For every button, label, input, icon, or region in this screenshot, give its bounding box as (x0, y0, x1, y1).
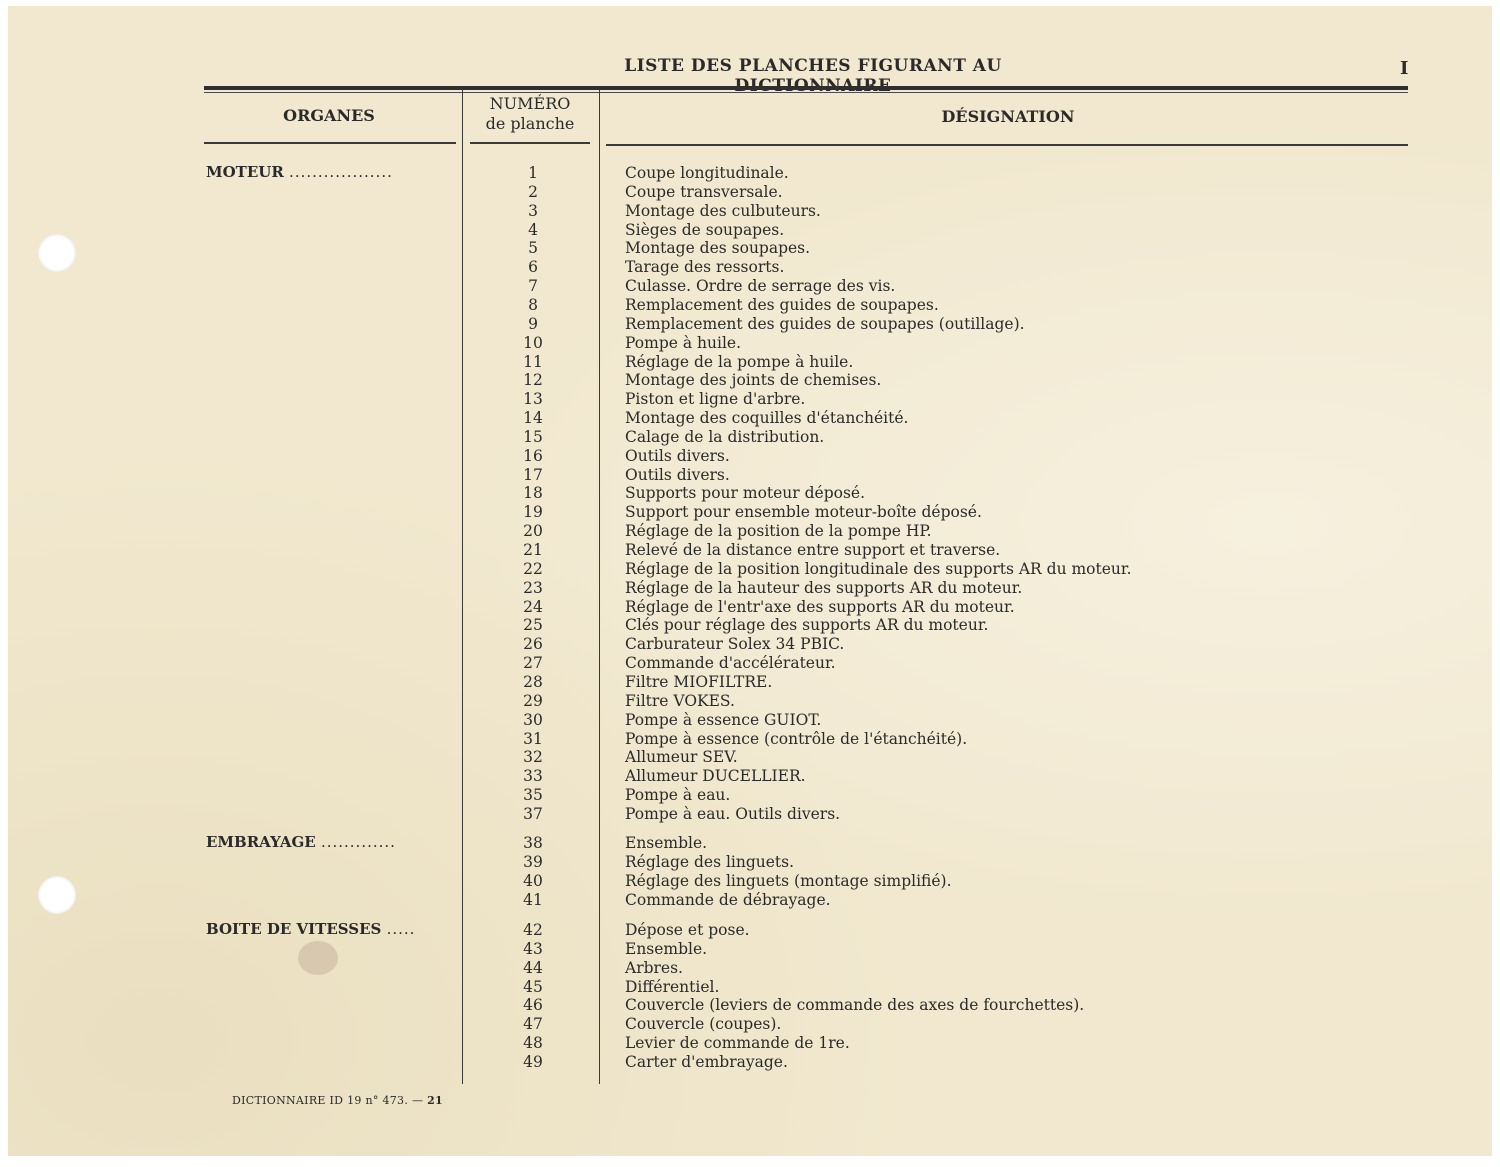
planche-designation: Coupe longitudinale. (625, 164, 789, 182)
header-underline-organes (204, 142, 456, 144)
table-row (478, 805, 1378, 824)
table-row (478, 560, 1378, 579)
planche-designation: Remplacement des guides de soupapes (outillage). (625, 314, 1025, 333)
planche-designation: Allumeur SEV. (625, 748, 738, 767)
planche-designation: Montage des coquilles d'étanchéité. (625, 409, 909, 428)
table-row (478, 598, 1378, 617)
footer-reference (232, 1094, 443, 1107)
table-row (478, 616, 1378, 635)
table-row (478, 978, 1378, 997)
table-row (478, 1015, 1378, 1034)
planche-designation: Couvercle (leviers de commande des axes de fourchettes). (625, 996, 1085, 1015)
planche-number: 8 (528, 295, 538, 314)
table-row (478, 748, 1378, 767)
planche-designation: Arbres. (625, 958, 683, 977)
planche-designation: Réglage de la pompe à huile. (625, 352, 854, 371)
table-row (478, 522, 1378, 541)
table-row (478, 673, 1378, 692)
column-divider-left (462, 90, 463, 1084)
table-row (478, 428, 1378, 447)
table-row (478, 940, 1378, 959)
organ-name: BOITE DE VITESSES (206, 920, 382, 938)
planche-number: 6 (528, 258, 538, 277)
planche-number: 11 (523, 352, 543, 371)
organ-label (206, 163, 458, 181)
planche-number: 3 (528, 201, 538, 220)
planche-number: 2 (528, 182, 538, 201)
planche-number: 33 (523, 767, 543, 786)
table-row (478, 730, 1378, 749)
column-header-organes: ORGANES (283, 106, 375, 125)
planche-number: 9 (528, 314, 538, 333)
planche-designation: Calage de la distribution. (625, 427, 825, 446)
table-row (478, 786, 1378, 805)
header-rule-thin (204, 92, 1408, 93)
planche-number: 20 (523, 522, 543, 541)
table-row (478, 921, 1378, 940)
table-row (478, 239, 1378, 258)
planche-designation: Commande de débrayage. (625, 890, 831, 909)
planche-designation: Ensemble. (625, 834, 708, 852)
planche-designation: Montage des joints de chemises. (625, 371, 882, 390)
planche-number: 38 (523, 834, 543, 852)
planche-number: 23 (523, 578, 543, 597)
leader-dots: ............. (320, 833, 396, 851)
planche-number: 42 (523, 921, 543, 939)
leader-dots: .................. (289, 163, 393, 181)
column-header-numero-line1: NUMÉRO (489, 94, 571, 113)
table-row (478, 692, 1378, 711)
planche-number: 13 (523, 390, 543, 409)
planche-designation: Commande d'accélérateur. (625, 654, 836, 673)
planche-number: 19 (523, 503, 543, 522)
planche-number: 39 (523, 852, 543, 871)
planche-designation: Réglage de la position longitudinale des supports AR du moteur. (625, 559, 1132, 578)
table-row (478, 834, 1378, 853)
table-row (478, 334, 1378, 353)
page-title: LISTE DES PLANCHES FIGURANT AU (624, 56, 1002, 76)
planche-number: 5 (528, 239, 538, 258)
planche-designation: Pompe à eau. Outils divers. (625, 804, 841, 823)
table-row (478, 371, 1378, 390)
planche-number: 26 (523, 635, 543, 654)
planche-number: 14 (523, 409, 543, 428)
planche-designation: Filtre VOKES. (625, 691, 735, 710)
table-row (478, 183, 1378, 202)
planche-number: 49 (523, 1052, 543, 1071)
table-row (478, 1034, 1378, 1053)
planche-designation: Relevé de la distance entre support et traverse. (625, 541, 1001, 559)
table-row (478, 996, 1378, 1015)
stain (298, 941, 338, 975)
planche-designation: Outils divers. (625, 446, 730, 465)
planche-designation: Couvercle (coupes). (625, 1015, 782, 1034)
table-row (478, 353, 1378, 372)
planche-designation: Levier de commande de 1re. (625, 1034, 850, 1053)
planche-number: 48 (523, 1034, 543, 1053)
planche-designation: Réglage de la hauteur des supports AR du moteur. (625, 578, 1023, 597)
table-row (478, 277, 1378, 296)
organ-name: EMBRAYAGE (206, 833, 316, 851)
column-header-numero-line2: de planche (485, 114, 575, 133)
planche-designation: Réglage de la position de la pompe HP. (625, 522, 932, 541)
planche-designation: Réglage des linguets. (625, 852, 795, 871)
table-row (478, 891, 1378, 910)
planche-designation: Carter d'embrayage. (625, 1052, 788, 1071)
planche-number: 21 (523, 541, 543, 559)
header-underline-numero (470, 142, 590, 144)
planche-designation: Culasse. Ordre de serrage des vis. (625, 277, 896, 296)
table-row (478, 635, 1378, 654)
planche-number: 4 (528, 220, 538, 239)
planche-number: 27 (523, 654, 543, 673)
table-row (478, 654, 1378, 673)
planche-designation: Allumeur DUCELLIER. (625, 767, 806, 786)
planche-number: 10 (523, 333, 543, 352)
planche-designation: Réglage des linguets (montage simplifié). (625, 871, 952, 890)
planche-number: 43 (523, 939, 543, 958)
planche-number: 24 (523, 597, 543, 616)
planche-number: 37 (523, 804, 543, 823)
planche-number: 45 (523, 977, 543, 996)
footer-page: 21 (427, 1094, 443, 1107)
table-row (478, 767, 1378, 786)
planche-designation: Remplacement des guides de soupapes. (625, 295, 939, 314)
column-header-designation: DÉSIGNATION (941, 107, 1075, 126)
table-row (478, 258, 1378, 277)
planche-number: 17 (523, 465, 543, 484)
table-row (478, 503, 1378, 522)
document-page (8, 6, 1492, 1156)
planche-number: 18 (523, 484, 543, 503)
planche-designation: Montage des culbuteurs. (625, 201, 821, 220)
planche-designation: Support pour ensemble moteur-boîte déposé. (625, 503, 982, 522)
planche-designation: Clés pour réglage des supports AR du moteur. (625, 616, 989, 635)
planche-designation: Tarage des ressorts. (625, 258, 785, 277)
table-row (478, 959, 1378, 978)
planche-number: 46 (523, 996, 543, 1015)
planche-number: 41 (523, 890, 543, 909)
planche-designation: Dépose et pose. (625, 921, 750, 939)
table-row (478, 484, 1378, 503)
organ-label (206, 920, 458, 938)
planche-number: 7 (528, 277, 538, 296)
planche-number: 47 (523, 1015, 543, 1034)
planche-number: 30 (523, 710, 543, 729)
planche-number: 29 (523, 691, 543, 710)
table-row (478, 296, 1378, 315)
table-row (478, 1053, 1378, 1072)
planche-number: 32 (523, 748, 543, 767)
planche-designation: Piston et ligne d'arbre. (625, 390, 806, 409)
planche-designation: Carburateur Solex 34 PBIC. (625, 635, 845, 654)
table-row (478, 447, 1378, 466)
planche-number: 44 (523, 958, 543, 977)
planche-number: 16 (523, 446, 543, 465)
planche-designation: Outils divers. (625, 465, 730, 484)
table-row (478, 872, 1378, 891)
planche-designation: Supports pour moteur déposé. (625, 484, 866, 503)
table-row (478, 390, 1378, 409)
table-row (478, 541, 1378, 560)
planche-designation: Réglage de l'entr'axe des supports AR du moteur. (625, 597, 1015, 616)
planche-designation: Pompe à eau. (625, 786, 731, 805)
table-row (478, 853, 1378, 872)
planche-number: 25 (523, 616, 543, 635)
table-row (478, 315, 1378, 334)
leader-dots: ..... (386, 920, 416, 938)
planche-designation: Pompe à essence GUIOT. (625, 710, 822, 729)
punch-hole-bottom (38, 876, 76, 914)
column-header-numero (463, 94, 597, 134)
organ-label (206, 833, 458, 851)
table-row (478, 579, 1378, 598)
planche-designation: Pompe à huile. (625, 333, 742, 352)
planche-designation: Pompe à essence (contrôle de l'étanchéité). (625, 729, 968, 748)
table-row (478, 711, 1378, 730)
planche-number: 40 (523, 871, 543, 890)
table-row (478, 409, 1378, 428)
planche-number: 22 (523, 559, 543, 578)
header-rule-thick (204, 86, 1408, 90)
punch-hole-top (38, 234, 76, 272)
footer-text: DICTIONNAIRE ID 19 n° 473. — (232, 1094, 428, 1107)
planche-number: 1 (528, 164, 538, 182)
table-row (478, 164, 1378, 183)
organ-name: MOTEUR (206, 163, 284, 181)
planche-designation: Sièges de soupapes. (625, 220, 785, 239)
table-row (478, 466, 1378, 485)
planche-number: 12 (523, 371, 543, 390)
planche-designation: Coupe transversale. (625, 182, 783, 201)
table-row (478, 221, 1378, 240)
planche-designation: Filtre MIOFILTRE. (625, 672, 773, 691)
planche-designation: Ensemble. (625, 939, 708, 958)
table-row (478, 202, 1378, 221)
planche-number: 35 (523, 786, 543, 805)
planche-designation: Différentiel. (625, 977, 720, 996)
planche-number: 15 (523, 427, 543, 446)
planche-designation: Montage des soupapes. (625, 239, 811, 258)
page-number: I (1400, 58, 1409, 79)
planche-number: 28 (523, 672, 543, 691)
header-underline-designation (606, 144, 1408, 146)
planche-number: 31 (523, 729, 543, 748)
